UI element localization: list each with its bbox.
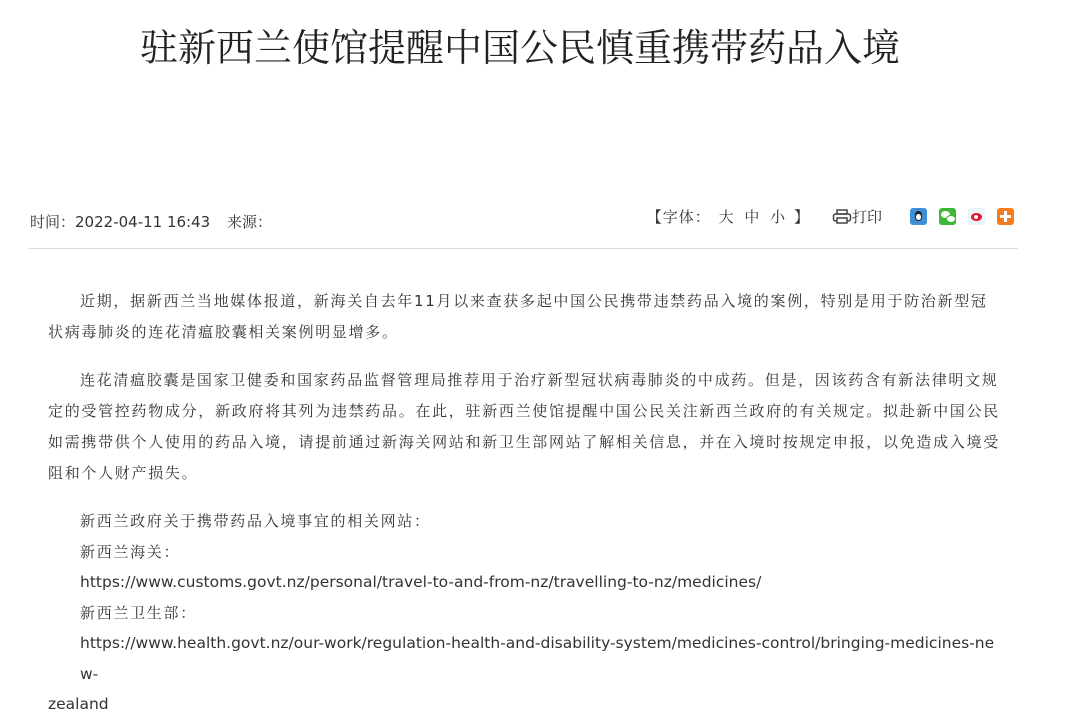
time-label [30,213,210,231]
article-meta [30,211,284,232]
customs-link[interactable]: https://www.customs.govt.nz/personal/travel-to-and-from-nz/travelling-to-nz/medicines/ [80,573,762,591]
source-label: 来源： [226,213,272,231]
health-label: 新西兰卫生部： [80,603,197,622]
time-label-text: 时间： [30,213,76,231]
font-small-button[interactable]: 小 [770,208,787,226]
customs-label: 新西兰海关： [80,542,181,561]
health-link-continued[interactable]: zealand [48,695,109,713]
more-share-icon[interactable] [997,208,1014,225]
wechat-icon[interactable] [939,208,956,225]
paragraph: 连花清瘟胶囊是国家卫健委和国家药品监督管理局推荐用于治疗新型冠状病毒肺炎的中成药。但是，因该药含有新法律明文规定的受管控药物成分，新政府将其列为违禁药品。在此，驻新西兰使馆提醒中国公民关注新西兰政府的有关规定。拟赴新中国公民如需携带供个人使用的药品入境，请提前通过新海关网站和新卫生部网站了解相关信息，并在入境时按规定申报，以免造成入境受阻和个人财产损失。 [48,371,1000,482]
print-button[interactable] [832,206,882,227]
paragraph: 近期，据新西兰当地媒体报道，新海关自去年11月以来查获多起中国公民携带违禁药品入境的案例，特别是用于防治新型冠状病毒肺炎的连花清瘟胶囊相关案例明显增多。 [48,292,988,341]
font-label: 【字体： [646,208,711,226]
header-divider [28,248,1018,249]
qq-icon[interactable] [910,208,927,225]
printer-icon [832,209,852,225]
article-title: 驻新西兰使馆提醒中国公民慎重携带药品入境 [139,26,900,70]
font-medium-button[interactable]: 中 [744,208,761,226]
health-link[interactable]: https://www.health.govt.nz/our-work/regulation-health-and-disability-system/medicines-control/bringing-medicines-new- [80,634,995,683]
print-label: 打印 [851,208,882,226]
related-links [48,506,1003,720]
links-intro: 新西兰政府关于携带药品入境事宜的相关网站： [80,512,431,530]
article-tools [647,206,1014,227]
article-body [48,286,1003,720]
publish-time: 2022-04-11 16:43 [75,213,211,231]
font-label-close: 】 [793,208,810,226]
font-large-button[interactable]: 大 [718,208,735,226]
font-size-selector [647,206,810,227]
weibo-icon[interactable] [968,208,985,225]
